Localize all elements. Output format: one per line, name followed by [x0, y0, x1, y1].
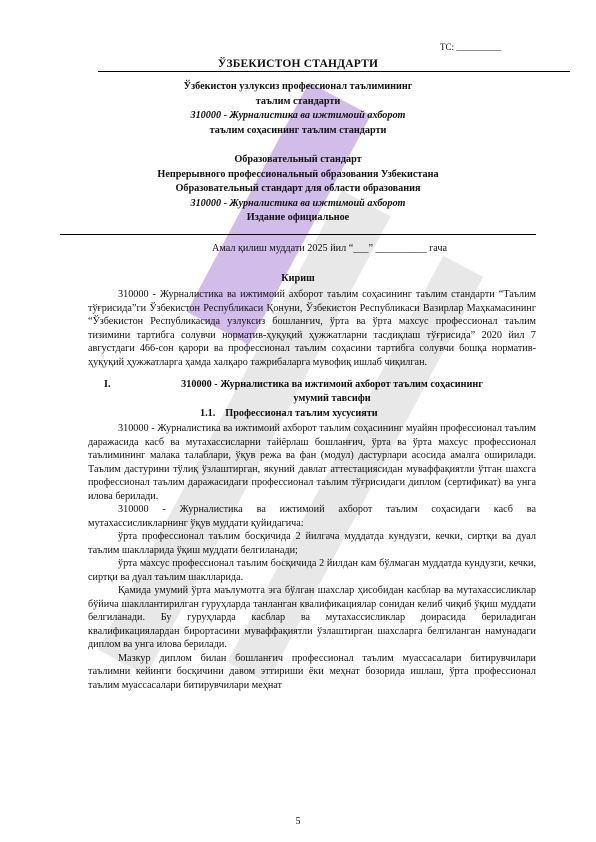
body-paragraph-6: Мазкур диплом билан бошланғич профессионал таълим муассасалари битирувчилари таълимни кейинги босқичини давом эттириши ёки меҳнат бозорида ишлаш, ўрта профессионал таълим муассасалари битирувчилари меҳнат	[88, 652, 536, 691]
ru-title-block	[60, 153, 536, 226]
intro-paragraph-block	[88, 288, 536, 369]
ru-line-2: Непрерывного профессиональный образования Узбекистана	[157, 168, 439, 180]
body-paragraph-4: ўрта махсус профессионал таълим босқичида 2 йилдан кам бўлмаган муддатда кундузги, кечки, сиртқи ва дуал таълим шаклларида.	[88, 558, 536, 583]
uz-line-4: таълим соҳасининг таълим стандарти	[209, 124, 387, 136]
ru-line-5: Издание официальное	[246, 212, 350, 223]
uz-line-2: таълим стандарти	[255, 95, 341, 107]
section-1-1-heading	[200, 408, 378, 419]
section-1-heading	[88, 378, 536, 406]
middle-rule	[60, 234, 536, 235]
ru-line-4: 310000 - Журналистика ва ижтимоий ахборот	[190, 197, 406, 209]
page-number: 5	[295, 816, 301, 827]
section-1-1-title: Профессионал таълим хусусияти	[225, 408, 378, 419]
body-paragraph-1: 310000 - Журналистика ва ижтимоий ахборот таълим соҳасининг муайян профессионал таълим даражасида касб ва мутахассисларни тайёрлаш бошланғич, ўрта ва ўрта махсус профессионал таълимининг малака талаблари, ўқув режа ва фан (модул) дастурлари асосида амалга оширилади. Таълим дастурини тўлиқ ўзлаштирган, якуний давлат аттестациясидан муваффақиятли ўтган шахсга профессионал таълим даражасидаги профессионал таълим тўғрисидаги диплом (сертификат) ва унга илова берилади.	[88, 423, 536, 502]
uz-line-1: Ўзбекистон узлуксиз профессионал таълимининг	[183, 81, 413, 92]
section-1-1-number: 1.1.	[200, 408, 216, 419]
uz-title-block	[60, 80, 536, 138]
section-1-title-line-1: 310000 - Журналистика ва ижтимоий ахборот таълим соҳасининг	[181, 379, 483, 390]
ru-line-3: Образовательный стандарт для области образования	[175, 183, 421, 194]
uz-line-3: 310000 - Журналистика ва ижтимоий ахборот	[190, 110, 406, 121]
standard-title: ЎЗБЕКИСТОН СТАНДАРТИ	[217, 58, 379, 70]
body-paragraph-5: Қамида умумий ўрта маълумотга эга бўлган шахслар ҳисобидан касблар ва мутахассисликлар бўйича шакллантирилган гуруҳларда танланган квалификациялар сонидан келиб чиқиб ўқиш муддати белгиланади. Бу гуруҳларда касблар ва мутахассисликлар доирасида бериладиган квалификациялардан бирортасини муваффақиятли ўзлаштирган шахсларга белгиланган намунадаги диплом ва унга илова берилади.	[88, 585, 536, 650]
validity-line: Амал қилиш муддати 2025 йил “___” __________ гача	[212, 243, 448, 254]
intro-title: Кириш	[281, 273, 315, 284]
top-rule	[98, 71, 570, 72]
ru-line-1: Образовательный стандарт	[234, 154, 362, 165]
tc-field: ТС: __________	[440, 42, 502, 52]
body-text	[88, 422, 536, 692]
section-1-title-line-2: умумий тавсифи	[293, 393, 371, 404]
body-paragraph-2: 310000 - Журналистика ва ижтимоий ахборот таълим соҳасидаги касб ва мутахассисликларнинг ўқув муддати қуйидагича:	[88, 504, 536, 529]
body-paragraph-3: ўрта профессионал таълим босқичида 2 йилгача муддатда кундузги, кечки, сиртқи ва дуал таълим шаклларида ўқиш муддати белгиланади;	[88, 531, 536, 556]
intro-paragraph: 310000 - Журналистика ва ижтимоий ахборот таълим соҳасининг таълим стандарти “Таълим тўғрисида”ги Ўзбекистон Республикаси Қонуни, Ўзбекистон Республикаси Вазирлар Маҳкамасининг “Ўзбекистон Республикасида узлуксиз бошланғич, ўрта ва ўрта махсус профессионал таълим тизимини тартибга солувчи норматив-ҳуқуқий ҳужжатларни тасдиқлаш тўғрисида” 2020 йил 7 августдаги 466-сон қарори ва профессионал таълим соҳасини тартибга солувчи бошқа норматив-ҳуқуқий ҳужжатларга ҳамда халқаро тажрибаларга мувофиқ ишлаб чиқилган.	[88, 289, 536, 368]
section-1-number: I.	[104, 379, 111, 390]
